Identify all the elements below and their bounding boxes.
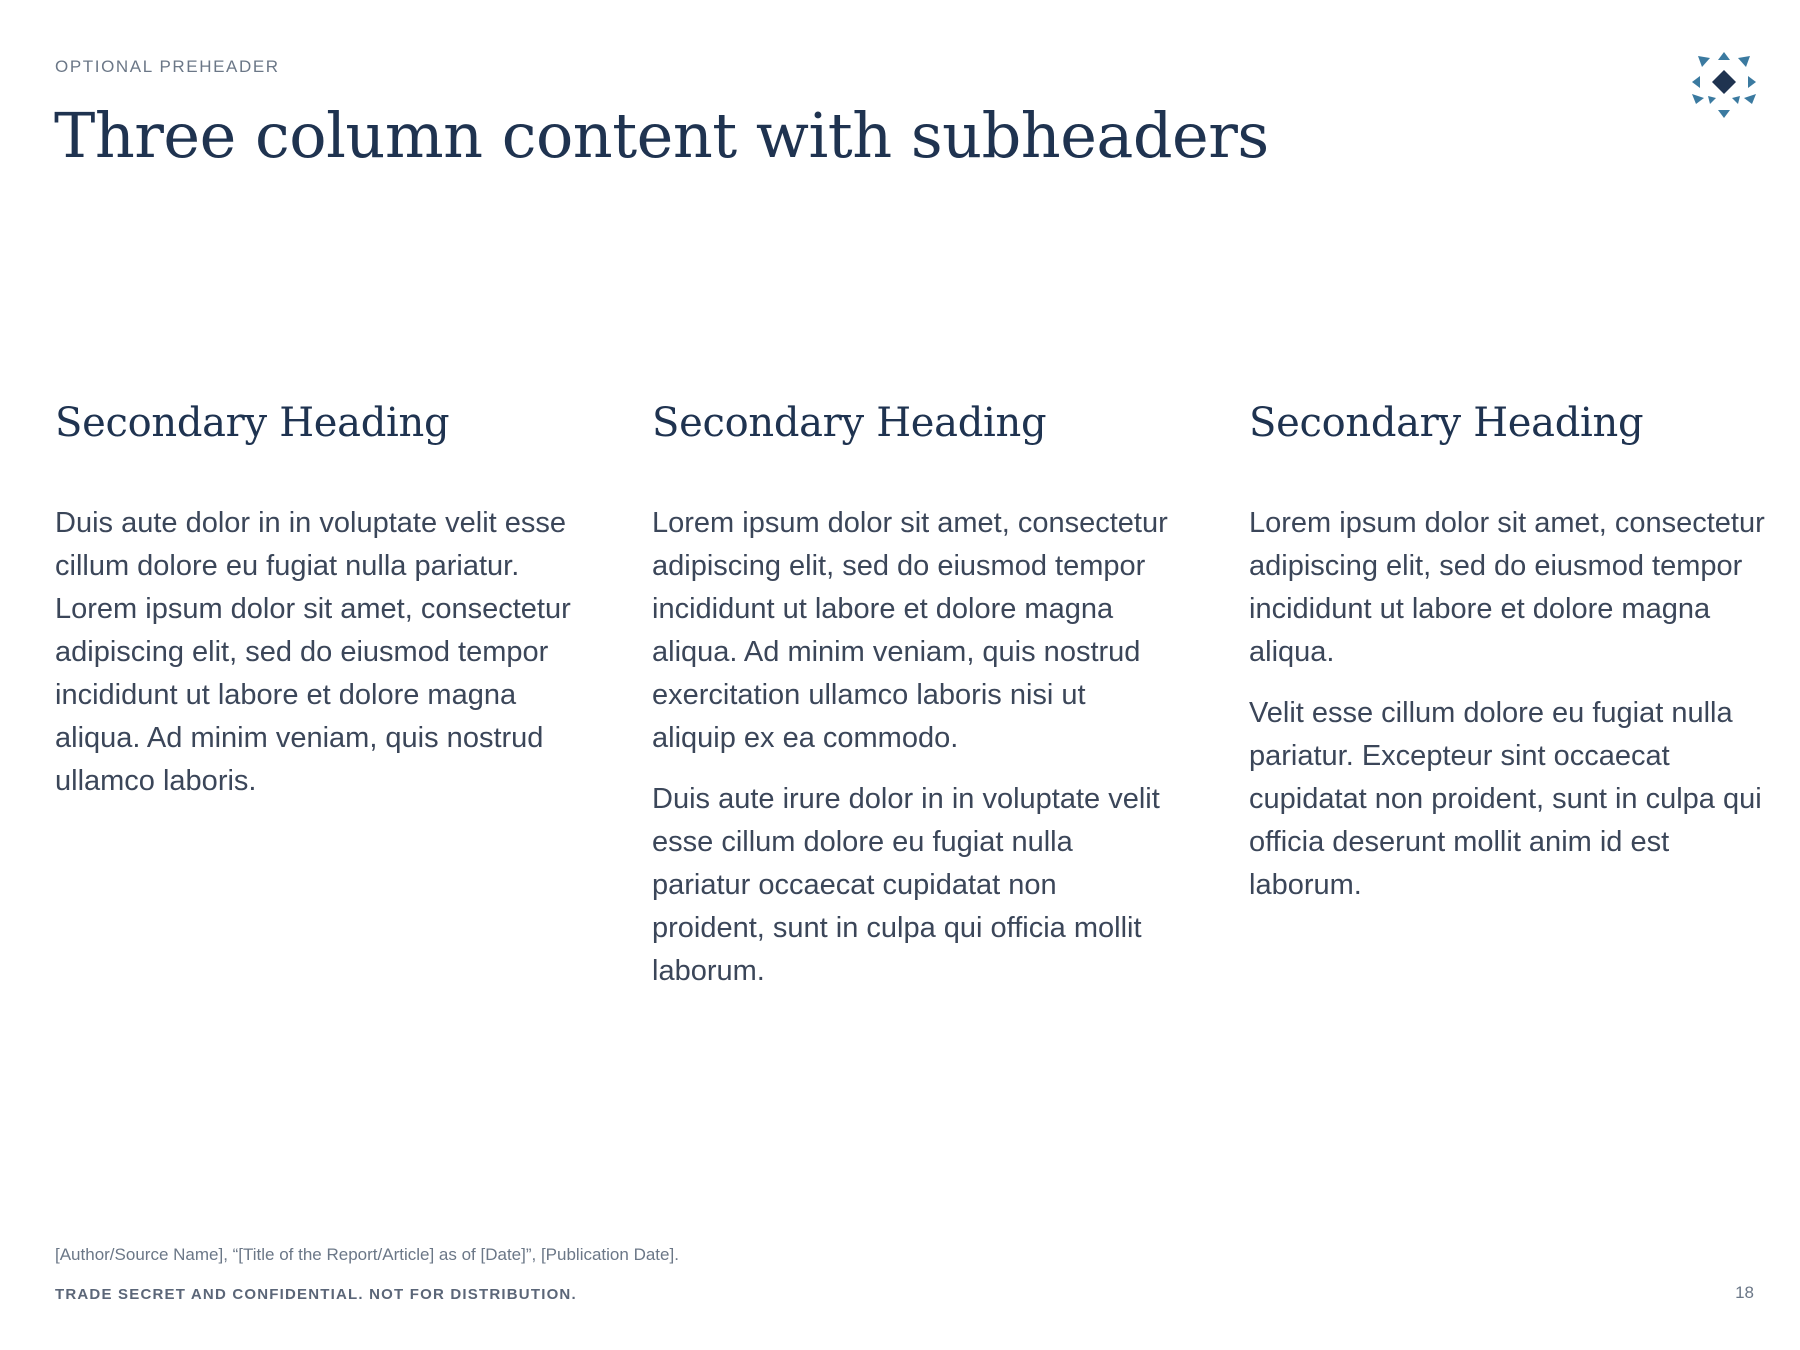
- three-column-content: [55, 400, 1765, 1060]
- star-burst-logo-icon: [1688, 52, 1760, 124]
- page-number: 18: [1735, 1283, 1754, 1302]
- column-1-paragraph-1: Duis aute dolor in in voluptate velit esse cillum dolore eu fugiat nulla pariatur. Lorem ipsum dolor sit amet, consectetur adipiscing elit, sed do eiusmod tempor incididunt ut labore et dolore magna aliqua. Ad minim veniam, quis nostrud ullamco laboris.: [55, 507, 571, 797]
- column-3-heading: Secondary Heading: [1249, 400, 1644, 446]
- source-citation: [Author/Source Name], “[Title of the Report/Article] as of [Date]”, [Publication Date].: [55, 1245, 679, 1264]
- column-1-heading: Secondary Heading: [55, 400, 450, 446]
- page-title: Three column content with subheaders: [54, 99, 1269, 172]
- column-2-paragraph-1: Lorem ipsum dolor sit amet, consectetur adipiscing elit, sed do eiusmod tempor incididunt ut labore et dolore magna aliqua. Ad minim veniam, quis nostrud exercitation ullamco laboris nisi ut aliquip ex ea commodo.: [652, 507, 1168, 754]
- column-2-paragraph-2: Duis aute irure dolor in in voluptate velit esse cillum dolore eu fugiat nulla pariatur occaecat cupidatat non proident, sunt in culpa qui officia mollit laborum.: [652, 783, 1160, 987]
- column-2-heading: Secondary Heading: [652, 400, 1047, 446]
- column-3-paragraph-1: Lorem ipsum dolor sit amet, consectetur adipiscing elit, sed do eiusmod tempor incididunt ut labore et dolore magna aliqua.: [1249, 507, 1765, 668]
- column-2: [652, 400, 1177, 1011]
- column-3-paragraph-2: Velit esse cillum dolore eu fugiat nulla pariatur. Excepteur sint occaecat cupidatat non proident, sunt in culpa qui officia deserunt mollit anim id est laborum.: [1249, 697, 1762, 901]
- column-1: [55, 400, 580, 821]
- preheader: OPTIONAL PREHEADER: [55, 57, 280, 76]
- column-3: [1249, 400, 1774, 925]
- confidential-notice: TRADE SECRET AND CONFIDENTIAL. NOT FOR DISTRIBUTION.: [55, 1286, 577, 1303]
